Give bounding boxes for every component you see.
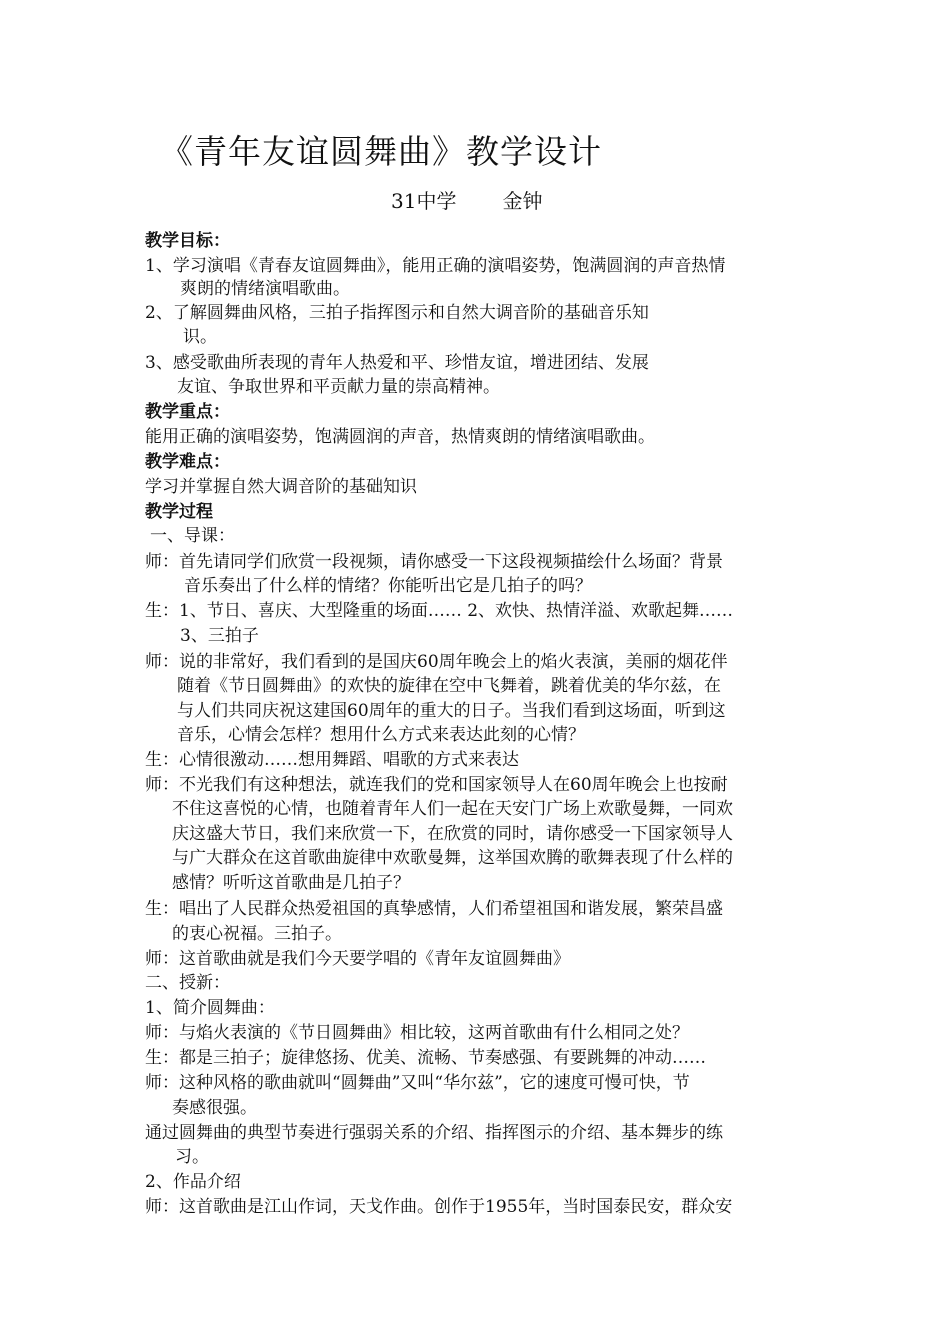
difficulties-text: 学习并掌握自然大调音阶的基础知识 (145, 477, 417, 497)
author-name: 金钟 (502, 189, 543, 213)
dialogue-line-cont: 感情？听听这首歌曲是几拍子？ (172, 873, 410, 893)
dialogue-line-cont: 不住这喜悦的心情，也随着青年人们一起在天安门广场上欢歌曼舞，一同欢 (172, 799, 733, 819)
dialogue-line: 师：首先请同学们欣赏一段视频，请你感受一下这段视频描绘什么场面？背景 (145, 552, 723, 572)
goal-2-cont: 识。 (183, 327, 217, 347)
document-title: 《青年友谊圆舞曲》教学设计 (160, 132, 602, 171)
dialogue-line-cont: 音乐，心情会怎样？想用什么方式来表达此刻的心情？ (177, 725, 585, 745)
paragraph-line: 通过圆舞曲的典型节奏进行强弱关系的介绍、指挥图示的介绍、基本舞步的练 (145, 1123, 723, 1143)
goal-3-cont: 友谊、争取世界和平贡献力量的崇高精神。 (177, 377, 500, 397)
dialogue-line-cont: 的衷心祝福。三拍子。 (172, 924, 342, 944)
dialogue-line: 生：1、节日、喜庆、大型隆重的场面…… 2、欢快、热情洋溢、欢歌起舞…… (145, 601, 734, 621)
dialogue-line-cont: 随着《节日圆舞曲》的欢快的旋律在空中飞舞着，跳着优美的华尔兹，在 (177, 676, 721, 696)
dialogue-line: 生：心情很激动……想用舞蹈、唱歌的方式来表达 (145, 750, 519, 770)
goal-1-cont: 爽朗的情绪演唱歌曲。 (180, 279, 350, 299)
goal-1: 1、学习演唱《青春友谊圆舞曲》，能用正确的演唱姿势，饱满圆润的声音热情 (145, 256, 726, 276)
dialogue-line-cont: 与人们共同庆祝这建国60周年的重大的日子。当我们看到这场面，听到这 (177, 701, 726, 721)
key-points-text: 能用正确的演唱姿势，饱满圆润的声音，热情爽朗的情绪演唱歌曲。 (145, 427, 655, 447)
heading-difficulties: 教学难点： (145, 452, 230, 472)
paragraph-line-cont: 习。 (175, 1147, 209, 1167)
dialogue-line: 师：这首歌曲是江山作词，天戈作曲。创作于1955年，当时国泰民安，群众安 (145, 1197, 733, 1217)
dialogue-line-cont: 奏感很强。 (172, 1098, 257, 1118)
dialogue-line-cont: 庆这盛大节日，我们来欣赏一下，在欣赏的同时，请你感受一下国家领导人 (172, 824, 733, 844)
dialogue-line-cont: 与广大群众在这首歌曲旋律中欢歌曼舞，这举国欢腾的歌舞表现了什么样的 (172, 848, 733, 868)
subsection-waltz-intro: 1、简介圆舞曲： (145, 998, 275, 1018)
dialogue-line: 师：说的非常好，我们看到的是国庆60周年晚会上的焰火表演，美丽的烟花伴 (145, 652, 728, 672)
heading-teaching-process: 教学过程 (145, 502, 213, 522)
section-intro: 一、导课： (150, 526, 235, 546)
subsection-work-intro: 2、作品介绍 (145, 1172, 241, 1192)
section-new-lesson: 二、授新： (145, 973, 230, 993)
dialogue-line-cont: 3、三拍子 (180, 626, 259, 646)
dialogue-line: 生：唱出了人民群众热爱祖国的真挚感情，人们希望祖国和谐发展，繁荣昌盛 (145, 899, 723, 919)
goal-3: 3、感受歌曲所表现的青年人热爱和平、珍惜友谊，增进团结、发展 (145, 353, 649, 373)
dialogue-line: 生：都是三拍子；旋律悠扬、优美、流畅、节奏感强、有要跳舞的冲动…… (145, 1048, 706, 1068)
dialogue-line: 师：这首歌曲就是我们今天要学唱的《青年友谊圆舞曲》 (145, 949, 570, 969)
dialogue-line-cont: 音乐奏出了什么样的情绪？你能听出它是几拍子的吗？ (184, 576, 592, 596)
heading-key-points: 教学重点： (145, 402, 230, 422)
dialogue-line: 师：这种风格的歌曲就叫“圆舞曲”又叫“华尔兹”，它的速度可慢可快，节 (145, 1073, 690, 1093)
dialogue-line: 师：不光我们有这种想法，就连我们的党和国家领导人在60周年晚会上也按耐 (145, 775, 728, 795)
dialogue-line: 师：与焰火表演的《节日圆舞曲》相比较，这两首歌曲有什么相同之处？ (145, 1023, 689, 1043)
author-school: 31中学 (391, 189, 457, 213)
goal-2: 2、了解圆舞曲风格，三拍子指挥图示和自然大调音阶的基础音乐知 (145, 303, 649, 323)
heading-teaching-goals: 教学目标： (145, 231, 230, 251)
author-line (391, 187, 542, 215)
